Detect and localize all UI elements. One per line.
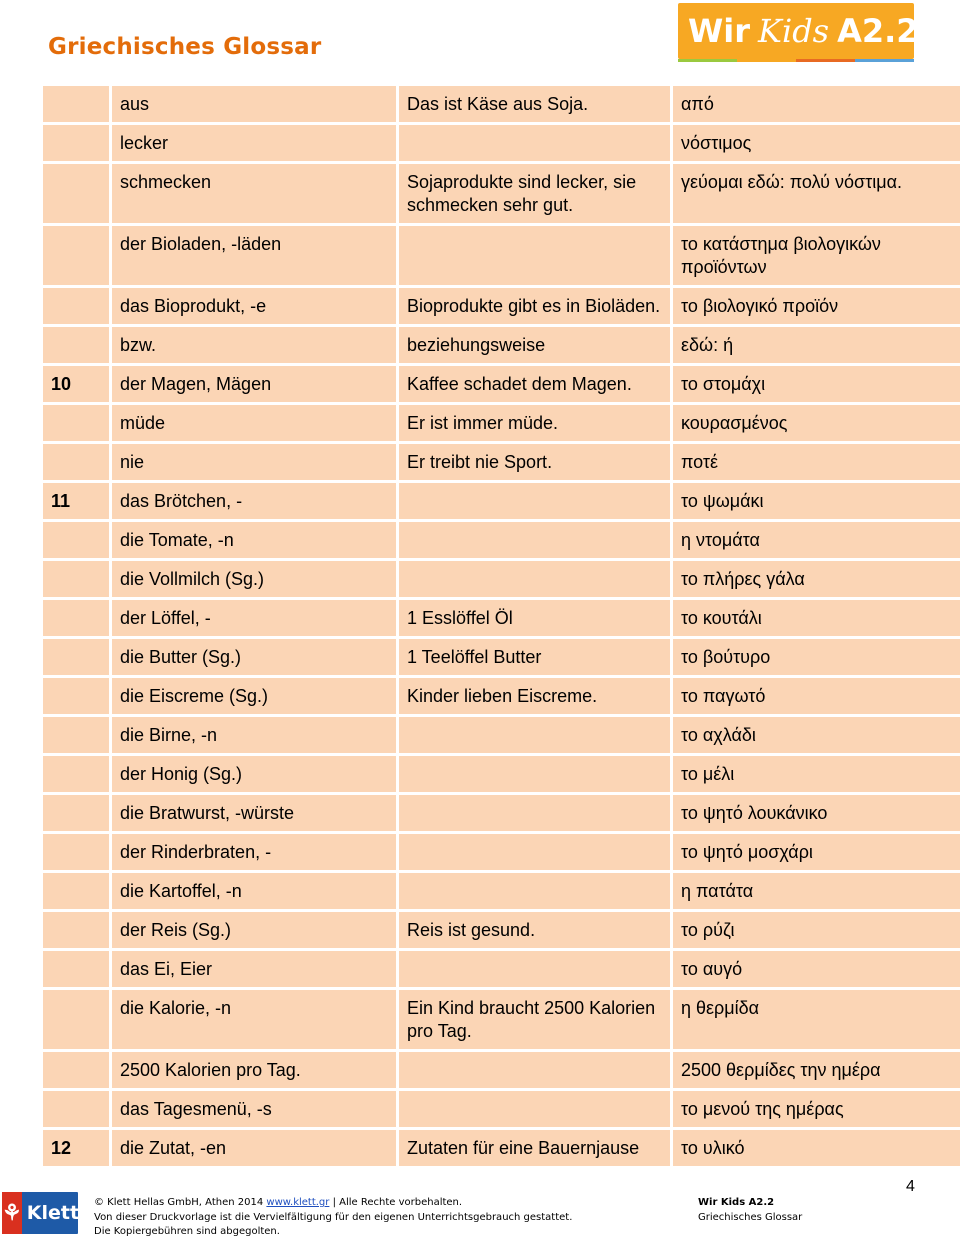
german-term: bzw. <box>112 327 396 363</box>
example-sentence: Reis ist gesund. <box>399 912 670 948</box>
german-term: der Magen, Mägen <box>112 366 396 402</box>
logo-wir-text: Wir <box>688 12 751 50</box>
german-term: die Kartoffel, -n <box>112 873 396 909</box>
example-sentence: Ein Kind braucht 2500 Kalorien pro Tag. <box>399 990 670 1049</box>
klett-logo <box>2 1192 78 1234</box>
entry-number <box>43 834 109 870</box>
german-term: die Vollmilch (Sg.) <box>112 561 396 597</box>
german-term: der Bioladen, -läden <box>112 226 396 285</box>
greek-translation: νόστιμος <box>673 125 960 161</box>
example-sentence <box>399 522 670 558</box>
example-sentence: Er treibt nie Sport. <box>399 444 670 480</box>
example-sentence <box>399 1091 670 1127</box>
greek-translation: το βιολογικό προϊόν <box>673 288 960 324</box>
rights-text: | Alle Rechte vorbehalten. <box>332 1197 463 1208</box>
entry-number <box>43 86 109 122</box>
book-subtitle: Griechisches Glossar <box>698 1211 803 1223</box>
example-sentence: beziehungsweise <box>399 327 670 363</box>
german-term: die Zutat, -en <box>112 1130 396 1166</box>
example-sentence <box>399 873 670 909</box>
german-term: die Eiscreme (Sg.) <box>112 678 396 714</box>
example-sentence <box>399 561 670 597</box>
entry-number <box>43 600 109 636</box>
entry-number <box>43 444 109 480</box>
entry-number <box>43 561 109 597</box>
entry-number <box>43 327 109 363</box>
greek-translation: εδώ: ή <box>673 327 960 363</box>
german-term: die Kalorie, -n <box>112 990 396 1049</box>
page-title: Griechisches Glossar <box>48 34 322 60</box>
table-row <box>43 444 960 480</box>
entry-number <box>43 1091 109 1127</box>
german-term: die Butter (Sg.) <box>112 639 396 675</box>
table-row <box>43 561 960 597</box>
klett-logo-text: Klett <box>26 1202 80 1224</box>
greek-translation: το πλήρες γάλα <box>673 561 960 597</box>
table-row <box>43 600 960 636</box>
german-term: schmecken <box>112 164 396 223</box>
entry-number <box>43 164 109 223</box>
entry-number <box>43 990 109 1049</box>
logo-level-text: A2.2 <box>837 12 919 50</box>
example-sentence: Kaffee schadet dem Magen. <box>399 366 670 402</box>
table-row <box>43 912 960 948</box>
greek-translation: το μενού της ημέρας <box>673 1091 960 1127</box>
table-row <box>43 125 960 161</box>
footer-book-info <box>698 1196 802 1225</box>
greek-translation: το ψητό λουκάνικο <box>673 795 960 831</box>
entry-number <box>43 951 109 987</box>
german-term: die Tomate, -n <box>112 522 396 558</box>
german-term: die Birne, -n <box>112 717 396 753</box>
german-term: das Tagesmenü, -s <box>112 1091 396 1127</box>
page-number: 4 <box>906 1178 915 1195</box>
logo-stripe <box>678 59 914 62</box>
entry-number <box>43 125 109 161</box>
example-sentence <box>399 1052 670 1088</box>
german-term: 2500 Kalorien pro Tag. <box>112 1052 396 1088</box>
greek-translation: το μέλι <box>673 756 960 792</box>
example-sentence: Sojaprodukte sind lecker, sie schmecken sehr gut. <box>399 164 670 223</box>
entry-number <box>43 795 109 831</box>
entry-number <box>43 226 109 285</box>
table-row <box>43 86 960 122</box>
greek-translation: γεύομαι εδώ: πολύ νόστιμα. <box>673 164 960 223</box>
example-sentence <box>399 951 670 987</box>
table-row <box>43 164 960 223</box>
klett-link[interactable]: www.klett.gr <box>266 1197 330 1208</box>
german-term: der Reis (Sg.) <box>112 912 396 948</box>
logo-kids-text: Kids <box>758 12 830 50</box>
german-term: müde <box>112 405 396 441</box>
example-sentence: Er ist immer müde. <box>399 405 670 441</box>
table-row <box>43 405 960 441</box>
table-row <box>43 990 960 1049</box>
greek-translation: το ψωμάκι <box>673 483 960 519</box>
table-row <box>43 483 960 519</box>
entry-number: 11 <box>43 483 109 519</box>
german-term: der Honig (Sg.) <box>112 756 396 792</box>
book-title: Wir Kids A2.2 <box>698 1197 775 1208</box>
table-row <box>43 1130 960 1166</box>
example-sentence: Zutaten für eine Bauernjause <box>399 1130 670 1166</box>
table-row <box>43 327 960 363</box>
table-row <box>43 678 960 714</box>
greek-translation: το αχλάδι <box>673 717 960 753</box>
greek-translation: το κατάστημα βιολογικών προϊόντων <box>673 226 960 285</box>
german-term: nie <box>112 444 396 480</box>
german-term: der Rinderbraten, - <box>112 834 396 870</box>
greek-translation: 2500 θερμίδες την ημέρα <box>673 1052 960 1088</box>
greek-translation: η θερμίδα <box>673 990 960 1049</box>
greek-translation: το ρύζι <box>673 912 960 948</box>
example-sentence: Kinder lieben Eiscreme. <box>399 678 670 714</box>
entry-number <box>43 717 109 753</box>
greek-translation: το κουτάλι <box>673 600 960 636</box>
entry-number <box>43 522 109 558</box>
table-row <box>43 717 960 753</box>
german-term: lecker <box>112 125 396 161</box>
example-sentence: 1 Teelöffel Butter <box>399 639 670 675</box>
greek-translation: το παγωτό <box>673 678 960 714</box>
table-row <box>43 1091 960 1127</box>
example-sentence <box>399 125 670 161</box>
example-sentence <box>399 795 670 831</box>
greek-translation: το ψητό μοσχάρι <box>673 834 960 870</box>
entry-number <box>43 678 109 714</box>
fees-text: Die Kopiergebühren sind abgegolten. <box>94 1226 280 1237</box>
example-sentence <box>399 483 670 519</box>
table-row <box>43 834 960 870</box>
copy-permission-text: Von dieser Druckvorlage ist die Vervielfältigung für den eigenen Unterrichtsgebrauch gestattet. <box>94 1211 573 1223</box>
greek-translation: η ντομάτα <box>673 522 960 558</box>
entry-number <box>43 405 109 441</box>
copyright-text: © Klett Hellas GmbH, Athen 2014 <box>94 1197 264 1208</box>
table-row <box>43 288 960 324</box>
example-sentence <box>399 717 670 753</box>
entry-number <box>43 873 109 909</box>
table-row <box>43 795 960 831</box>
footer-copyright <box>94 1196 572 1240</box>
example-sentence: Das ist Käse aus Soja. <box>399 86 670 122</box>
entry-number <box>43 912 109 948</box>
entry-number <box>43 288 109 324</box>
entry-number <box>43 639 109 675</box>
greek-translation: κουρασμένος <box>673 405 960 441</box>
example-sentence <box>399 756 670 792</box>
greek-translation: το υλικό <box>673 1130 960 1166</box>
glossary-table <box>40 83 960 1169</box>
table-row <box>43 639 960 675</box>
greek-translation: από <box>673 86 960 122</box>
german-term: aus <box>112 86 396 122</box>
german-term: das Ei, Eier <box>112 951 396 987</box>
example-sentence <box>399 834 670 870</box>
example-sentence: Bioprodukte gibt es in Bioläden. <box>399 288 670 324</box>
example-sentence: 1 Esslöffel Öl <box>399 600 670 636</box>
table-row <box>43 873 960 909</box>
greek-translation: η πατάτα <box>673 873 960 909</box>
wir-kids-logo <box>678 3 919 59</box>
glossary-body <box>43 86 960 1166</box>
german-term: der Löffel, - <box>112 600 396 636</box>
greek-translation: ποτέ <box>673 444 960 480</box>
entry-number <box>43 1052 109 1088</box>
table-row <box>43 1052 960 1088</box>
entry-number: 10 <box>43 366 109 402</box>
german-term: das Bioprodukt, -e <box>112 288 396 324</box>
german-term: das Brötchen, - <box>112 483 396 519</box>
entry-number <box>43 756 109 792</box>
table-row <box>43 366 960 402</box>
greek-translation: το στομάχι <box>673 366 960 402</box>
table-row <box>43 951 960 987</box>
table-row <box>43 756 960 792</box>
example-sentence <box>399 226 670 285</box>
table-row <box>43 522 960 558</box>
entry-number: 12 <box>43 1130 109 1166</box>
table-row <box>43 226 960 285</box>
greek-translation: το βούτυρο <box>673 639 960 675</box>
klett-mark-icon: ⚘ <box>2 1192 22 1234</box>
german-term: die Bratwurst, -würste <box>112 795 396 831</box>
greek-translation: το αυγό <box>673 951 960 987</box>
